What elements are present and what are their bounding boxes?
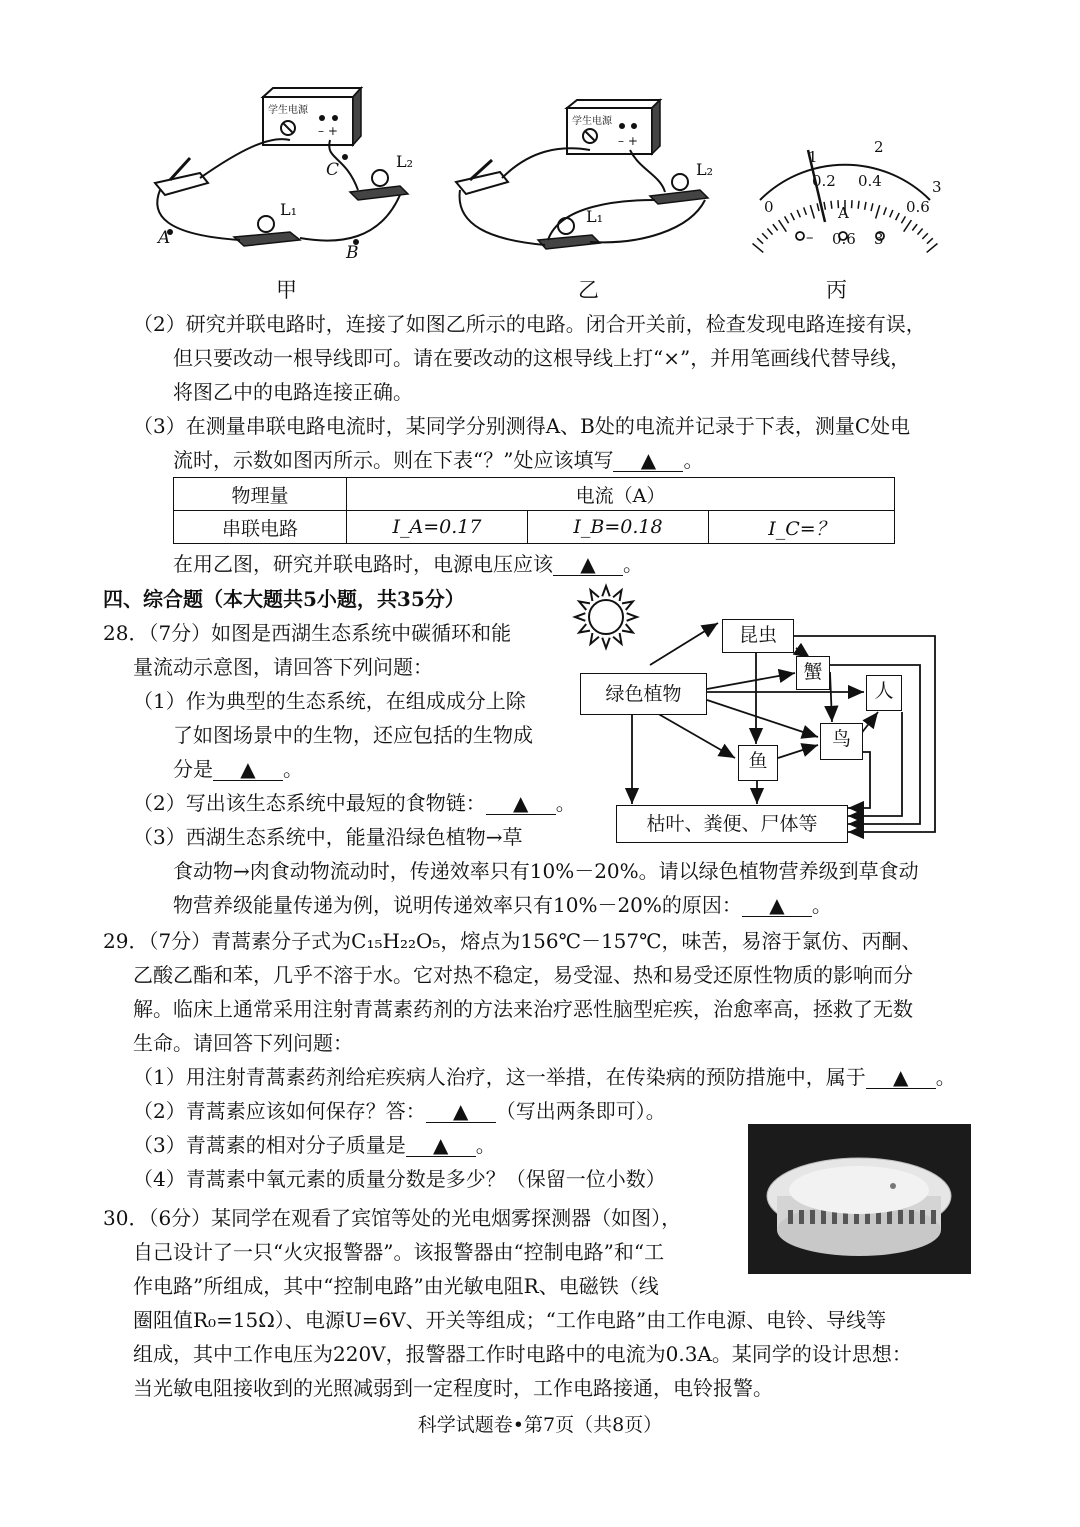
q29-line4: 生命。请回答下列问题： — [133, 1031, 353, 1055]
q28-line1: 28．（7分）如图是西湖生态系统中碳循环和能 — [103, 621, 512, 645]
q28-line2: 量流动示意图，请回答下列问题： — [133, 655, 433, 679]
table-cell-ib: I_B=0.18 — [528, 511, 709, 544]
power-box-label: 学生电源 — [268, 105, 308, 116]
q30-line2: 自己设计了一只“火灾报警器”。该报警器由“控制电路”和“工 — [133, 1240, 665, 1264]
answer-blank[interactable]: ▲ — [426, 1100, 496, 1123]
ammeter-tick-bottom-04: 0.4 — [858, 172, 882, 190]
figure-bing-label: 丙 — [826, 278, 847, 302]
table-header-current: 电流（A） — [347, 478, 895, 511]
q29-line8: （4）青蒿素中氧元素的质量分数是多少？（保留一位小数） — [133, 1167, 666, 1191]
q28-line6-end: 。 — [555, 791, 576, 815]
food-web-insect: 昆虫 — [722, 619, 794, 653]
ammeter-tick-bottom-02: 0.2 — [812, 172, 836, 190]
ammeter-tick-top-1: 1 — [808, 148, 818, 166]
smoke-detector-photo — [748, 1124, 971, 1274]
q27-after-table-text: 在用乙图，研究并联电路时，电源电压应该 — [173, 552, 553, 576]
q29-line5-text: （1）用注射青蒿素药剂给疟疾病人治疗，这一举措，在传染病的预防措施中，属于 — [133, 1065, 866, 1089]
q30-line3: 作电路”所组成，其中“控制电路”由光敏电阻R、电磁铁（线 — [133, 1274, 659, 1298]
lamp-l1-label-yi: L₁ — [586, 207, 604, 226]
ammeter-tick-top-2: 2 — [874, 138, 884, 156]
power-box-label-yi: 学生电源 — [572, 116, 612, 127]
table-cell-ia: I_A=0.17 — [347, 511, 528, 544]
food-web-decomposers: 枯叶、粪便、尸体等 — [616, 805, 848, 843]
ammeter-terminal-3: 3 — [874, 230, 884, 248]
lamp-l2-label-yi: L₂ — [696, 160, 714, 179]
lamp-l2-label: L₂ — [396, 152, 414, 171]
point-a-label: A — [158, 228, 171, 248]
q29-line1: 29．（7分）青蒿素分子式为C₁₅H₂₂O₅，熔点为156℃－157℃，味苦，易溶于氯仿、丙酮、 — [103, 929, 922, 953]
q28-line4: 了如图场景中的生物，还应包括的生物成 — [173, 723, 533, 747]
food-web-human: 人 — [866, 675, 902, 711]
answer-blank[interactable]: ▲ — [613, 449, 683, 472]
ammeter-tick-bottom-0: 0 — [764, 198, 774, 216]
lamp-l1-label: L₁ — [280, 200, 298, 219]
sun-icon — [575, 586, 637, 648]
q29-line6 — [133, 1097, 666, 1125]
q27-p2-line1: （2）研究并联电路时，连接了如图乙所示的电路。闭合开关前，检查发现电路连接有误， — [133, 312, 926, 336]
q29-line7 — [133, 1131, 496, 1159]
table-cell-ic: I_C=？ — [709, 511, 895, 544]
answer-blank[interactable]: ▲ — [213, 758, 283, 781]
answer-blank[interactable]: ▲ — [406, 1134, 476, 1157]
ammeter-tick-top-3: 3 — [932, 178, 942, 196]
q27-p3-line2-text: 流时，示数如图丙所示。则在下表“？”处应该填写 — [173, 448, 614, 472]
answer-blank[interactable]: ▲ — [553, 553, 623, 576]
q27-after-table-end: 。 — [623, 552, 643, 576]
food-web-crab: 蟹 — [796, 656, 830, 690]
food-web-bird: 鸟 — [820, 723, 863, 760]
q30-line5: 组成，其中工作电压为220V，报警器工作时电路中的电流为0.3A。某同学的设计思想： — [133, 1342, 912, 1366]
q29-line2: 乙酸乙酯和苯，几乎不溶于水。它对热不稳定，易受湿、热和易受还原性物质的影响而分 — [133, 963, 913, 987]
q27-p2-line2: 但只要改动一根导线即可。请在要改动的这根导线上打“×”，并用笔画线代替导线， — [173, 346, 911, 370]
figure-jia-label: 甲 — [276, 278, 297, 302]
q27-p3-line2-end: 。 — [683, 448, 704, 472]
table-header-quantity: 物理量 — [174, 478, 347, 511]
q28-line5-end: 。 — [283, 757, 303, 781]
q29-line6-end: （写出两条即可）。 — [495, 1099, 666, 1123]
q29-line7-text: （3）青蒿素的相对分子质量是 — [133, 1133, 406, 1157]
section4-title: 四、综合题（本大题共5小题，共35分） — [103, 587, 465, 611]
q28-line7: （3）西湖生态系统中，能量沿绿色植物→草 — [133, 825, 523, 849]
ammeter-terminal-06: 0.6 — [832, 230, 856, 248]
answer-blank[interactable]: ▲ — [742, 894, 812, 917]
answer-blank[interactable]: ▲ — [486, 792, 556, 815]
q28-line6-text: （2）写出该生态系统中最短的食物链： — [133, 791, 486, 815]
point-b-label: B — [346, 243, 359, 263]
food-web-plants: 绿色植物 — [580, 673, 707, 715]
q28-line5-text: 分是 — [173, 757, 213, 781]
table-row-label: 串联电路 — [174, 511, 347, 544]
q28-line3: （1）作为典型的生态系统，在组成成分上除 — [133, 689, 526, 713]
svg-text:– +: – + — [618, 134, 638, 148]
q27-p2-line3: 将图乙中的电路连接正确。 — [173, 380, 413, 404]
svg-text:– +: – + — [318, 124, 338, 138]
q27-p3-line1: （3）在测量串联电路电流时，某同学分别测得A、B处的电流并记录于下表，测量C处电 — [133, 414, 911, 438]
answer-blank[interactable]: ▲ — [866, 1066, 936, 1089]
q29-line5 — [133, 1063, 956, 1091]
point-c-label: C — [326, 160, 340, 180]
q30-line1: 30．（6分）某同学在观看了宾馆等处的光电烟雾探测器（如图）， — [103, 1206, 682, 1230]
page-footer: 科学试题卷•第7页（共8页） — [417, 1414, 663, 1436]
figure-yi-label: 乙 — [578, 278, 599, 302]
q29-line6-text: （2）青蒿素应该如何保存？答： — [133, 1099, 426, 1123]
q29-line7-end: 。 — [475, 1133, 496, 1157]
ammeter-unit: A — [838, 204, 849, 222]
q29-line3: 解。临床上通常采用注射青蒿素药剂的方法来治疗恶性脑型疟疾，治愈率高，拯救了无数 — [133, 997, 913, 1021]
q28-line9-text: 物营养级能量传递为例，说明传递效率只有10%－20%的原因： — [173, 893, 742, 917]
q29-line5-end: 。 — [935, 1065, 956, 1089]
q28-line8: 食动物→肉食动物流动时，传递效率只有10%－20%。请以绿色植物营养级到草食动 — [173, 859, 919, 883]
ammeter-tick-bottom-06: 0.6 — [906, 198, 930, 216]
food-web-fish: 鱼 — [738, 745, 778, 781]
q30-line4: 圈阻值R₀=15Ω）、电源U=6V、开关等组成；“工作电路”由工作电源、电铃、导线等 — [133, 1308, 887, 1332]
ammeter-terminal-neg: – — [806, 228, 814, 246]
q28-line9-end: 。 — [811, 893, 832, 917]
q30-line6: 当光敏电阻接收到的光照减弱到一定程度时，工作电路接通，电铃报警。 — [133, 1376, 773, 1400]
